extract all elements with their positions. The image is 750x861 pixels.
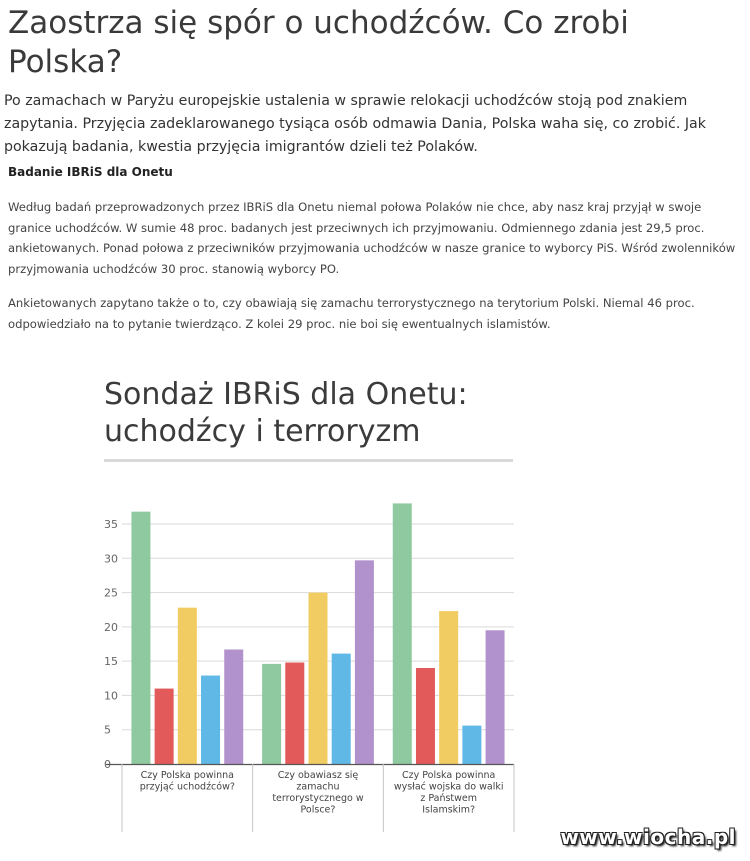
bar xyxy=(178,608,197,764)
bar xyxy=(462,726,481,764)
bar xyxy=(355,560,374,764)
bar xyxy=(486,630,505,764)
bar xyxy=(309,593,328,764)
y-tick-label: 30 xyxy=(104,552,118,566)
bar xyxy=(439,611,458,764)
chart-title-line-2: uchodźcy i terroryzm xyxy=(104,414,421,449)
bar xyxy=(393,503,412,764)
bar xyxy=(285,663,304,764)
bar xyxy=(332,654,351,764)
bar xyxy=(131,512,150,764)
bar xyxy=(155,689,174,764)
article-headline: Zaostrza się spór o uchodźców. Co zrobi Polska? xyxy=(8,5,629,80)
chart-title-line-1: Sondaż IBRiS dla Onetu: xyxy=(104,377,468,412)
chart-title-divider xyxy=(104,459,513,462)
article xyxy=(4,0,742,334)
x-category-label: Czy Polska powinna wysłać wojska do walki z Państwem Islamskim? xyxy=(393,770,504,816)
y-tick-label: 20 xyxy=(104,620,118,634)
article-paragraph-1: Według badań przeprowadzonych przez IBRiS dla Onetu niemal połowa Polaków nie chce, aby nasz kraj przyjął w swoje granice uchodźców. W sumie 48 proc. badanych jest przeciwnych ich przyjmowaniu. Odmiennego zdania jest 29,5 proc. ankietowanych. Ponad połowa z przeciwników przyjmowania uchodźców w nasze granice to wyborcy PiS. Wśród zwolenników przyjmowania uchodźców 30 proc. stanowią wyborcy PO. xyxy=(8,200,736,276)
bar xyxy=(416,668,435,764)
bar xyxy=(224,649,243,764)
y-tick-label: 10 xyxy=(104,689,118,703)
bar xyxy=(262,664,281,764)
bar xyxy=(201,676,220,764)
bar-chart xyxy=(96,500,516,835)
x-category-label: Czy obawiasz się zamachu terrorystycznego w Polsce? xyxy=(272,770,364,816)
chart-title xyxy=(104,376,468,450)
y-tick-label: 5 xyxy=(104,723,111,737)
watermark: www.wiocha.pl xyxy=(560,825,736,849)
x-category-label: Czy Polska powinna przyjąć uchodźców? xyxy=(139,770,235,793)
section-title: Badanie IBRiS dla Onetu xyxy=(8,165,173,179)
y-tick-label: 0 xyxy=(104,758,111,771)
article-lead: Po zamachach w Paryżu europejskie ustalenia w sprawie relokacji uchodźców stoją pod znakiem zapytania. Przyjęcia zadeklarowanego tysiąca osób odmawia Dania, Polska waha się, co zrobić. Jak pokazują badania, kwestia przyjęcia imigrantów dzieli też Polaków. xyxy=(4,93,706,155)
y-tick-label: 25 xyxy=(104,586,118,600)
article-paragraph-2: Ankietowanych zapytano także o to, czy obawiają się zamachu terrorystycznego na terytorium Polski. Niemal 46 proc. odpowiedziało na to pytanie twierdząco. Z kolei 29 proc. nie boi się ewentualnych islamistów. xyxy=(8,296,695,331)
y-tick-label: 35 xyxy=(104,518,118,531)
y-tick-label: 15 xyxy=(104,655,118,669)
